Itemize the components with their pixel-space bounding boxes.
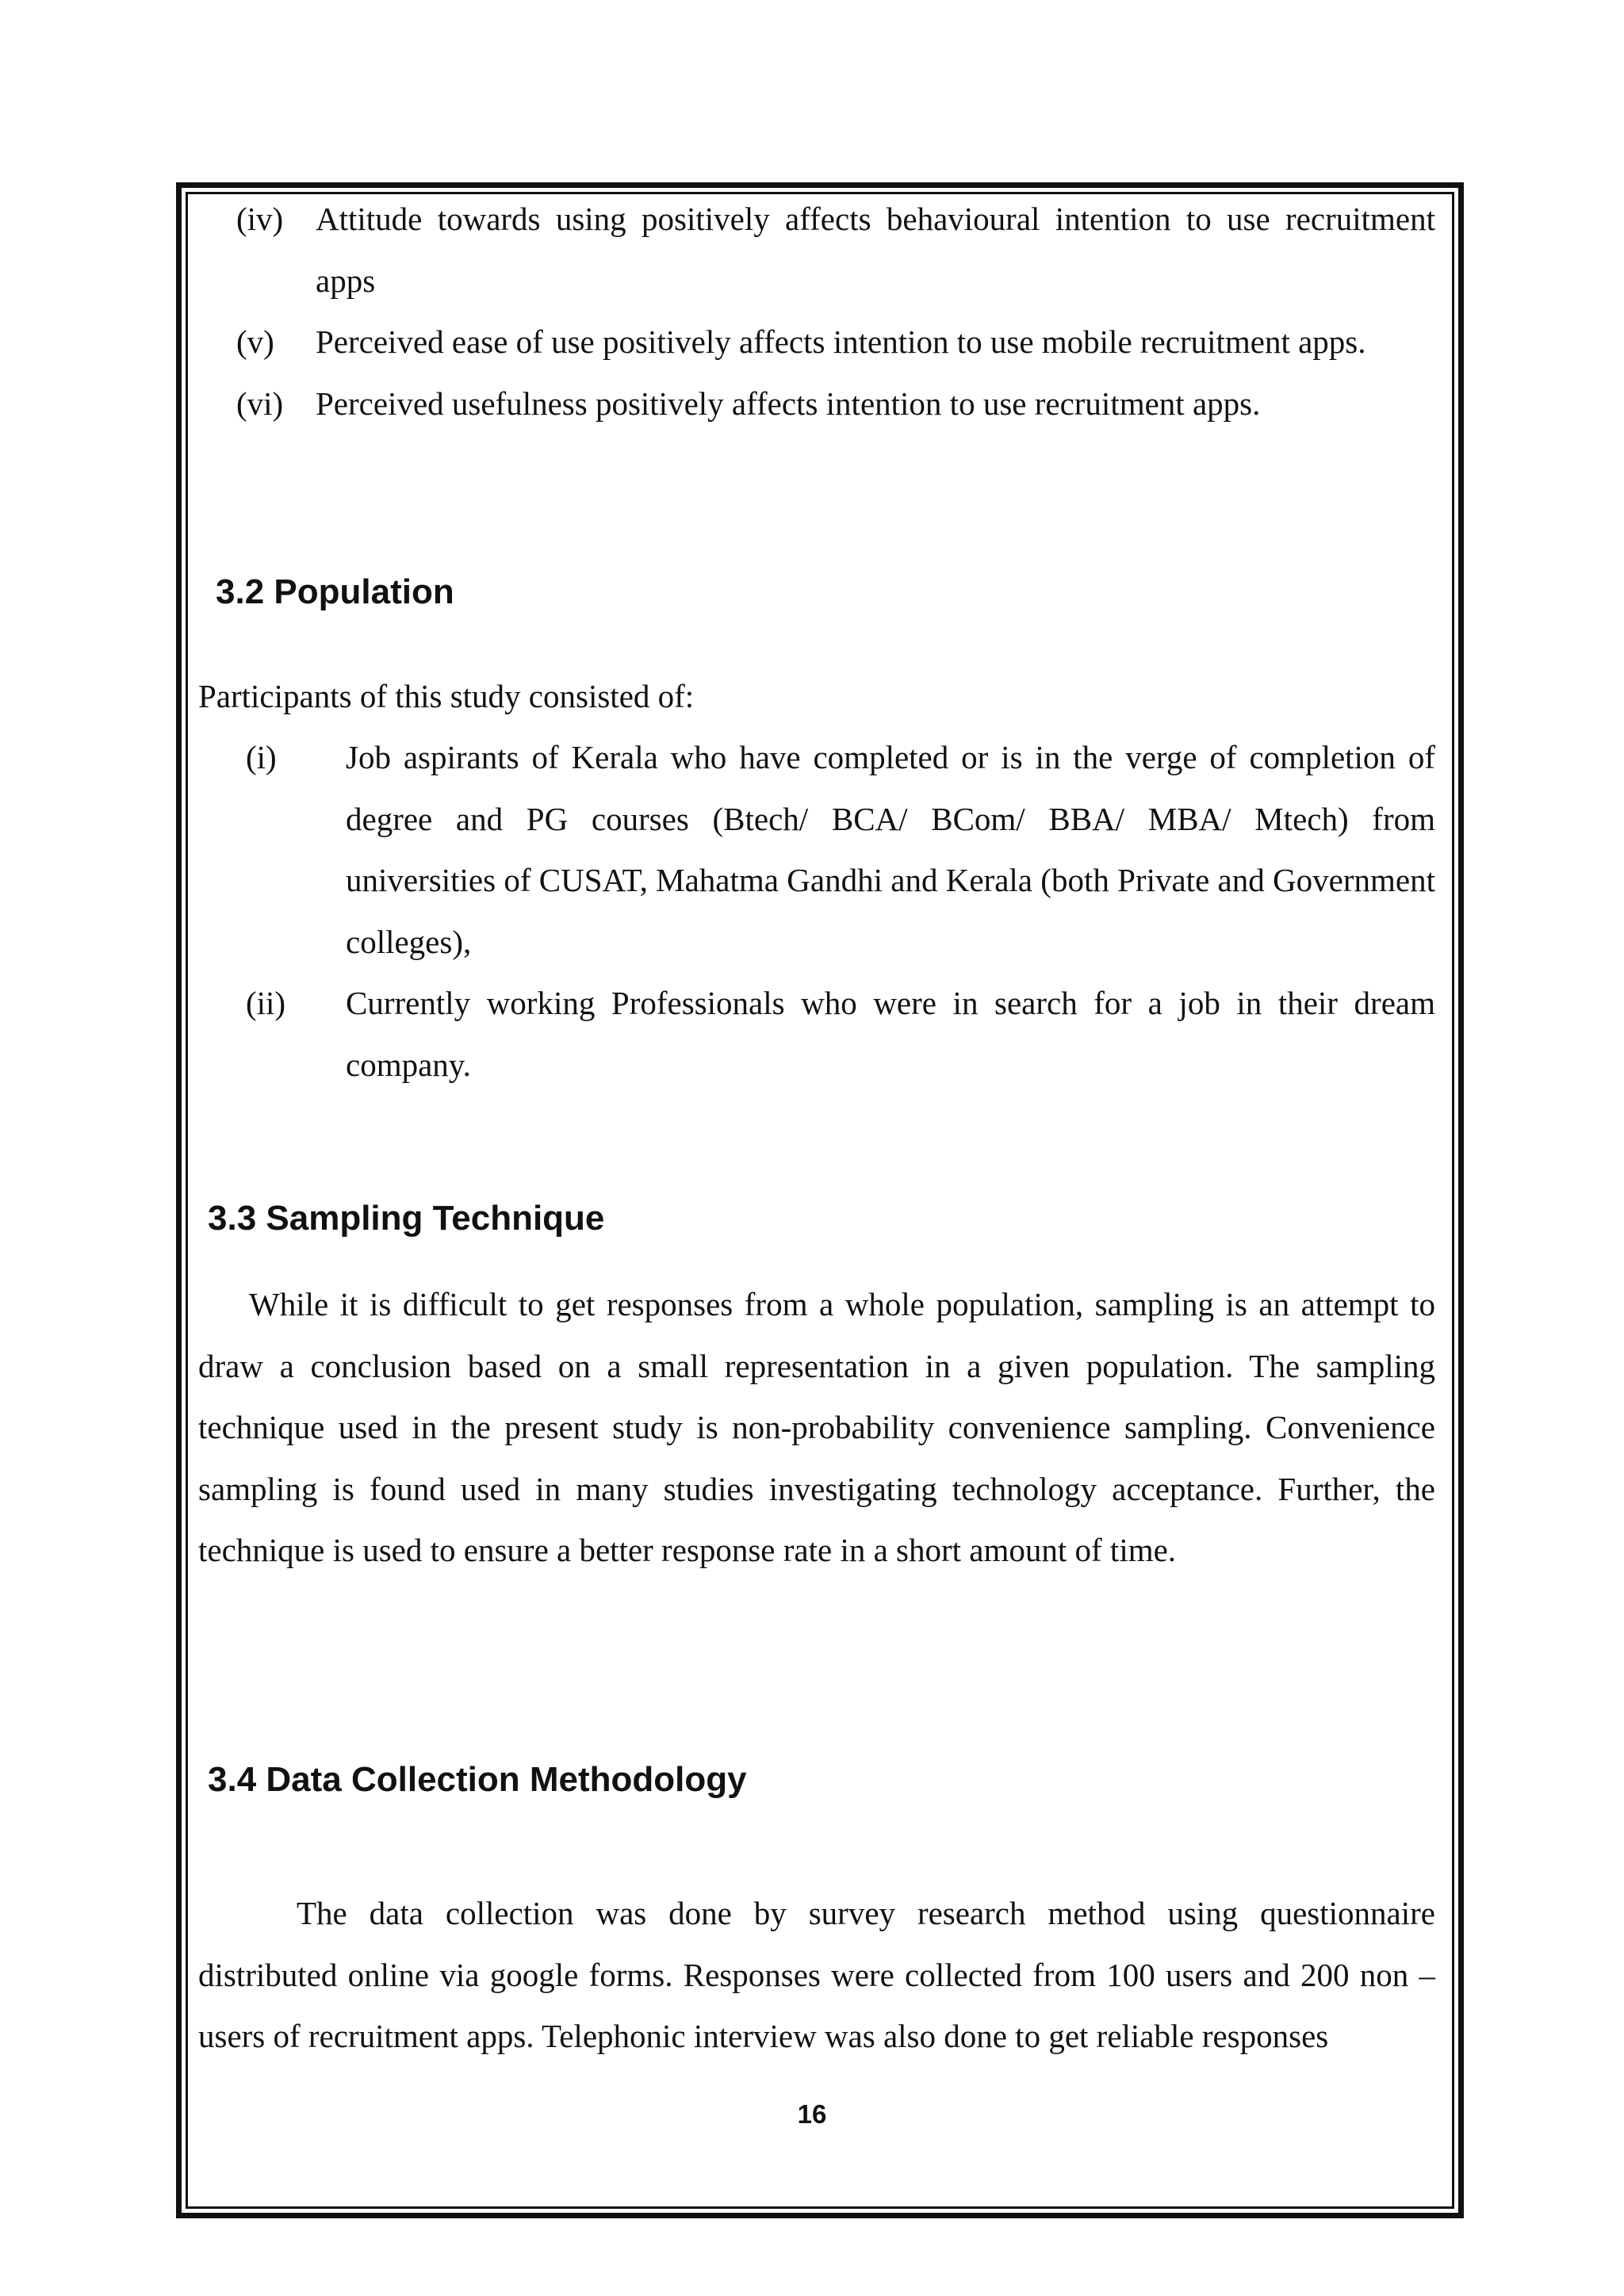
list-number: (ii) [246, 985, 286, 1021]
list-number: (vi) [236, 385, 284, 422]
population-list [246, 727, 1435, 1096]
list-text: Perceived ease of use positively affects intention to use mobile recruitment apps. [316, 323, 1366, 360]
page-number: 16 [797, 2099, 827, 2129]
data-collection-body: The data collection was done by survey research method using questionnaire distributed online via google forms. Responses were collected from 100 users and 200 non – users of recruitment apps. Telephonic interview was also done to get reliable responses [198, 1895, 1435, 2054]
list-number: (v) [236, 323, 274, 360]
sampling-body: While it is difficult to get responses from a whole population, sampling is an attempt to draw a conclusion based on a small representation in a given population. The sampling technique used in the present study is non-probability convenience sampling. Convenience sampling is found used in many studies investigating technology acceptance. Further, the technique is used to ensure a better response rate in a short amount of time. [198, 1286, 1435, 1568]
list-number: (iv) [236, 201, 284, 237]
population-item-i [246, 727, 1435, 973]
population-item-ii [246, 973, 1435, 1096]
section-heading-population: 3.2 Population [216, 572, 454, 611]
population-intro: Participants of this study consisted of: [198, 678, 695, 714]
hypothesis-item-v [236, 312, 1435, 373]
list-text: Attitude towards using positively affects behavioural intention to use recruitment apps [316, 201, 1435, 299]
section-heading-data-collection: 3.4 Data Collection Methodology [208, 1760, 747, 1799]
list-text: Currently working Professionals who were in search for a job in their dream company. [346, 985, 1435, 1083]
list-number: (i) [246, 739, 277, 775]
hypotheses-list [236, 189, 1435, 434]
list-text: Perceived usefulness positively affects intention to use recruitment apps. [316, 385, 1261, 422]
hypothesis-item-iv [236, 189, 1435, 312]
hypothesis-item-vi [236, 373, 1435, 435]
section-heading-sampling: 3.3 Sampling Technique [208, 1199, 605, 1238]
list-text: Job aspirants of Kerala who have completed or is in the verge of completion of degree and PG courses (Btech/ BCA/ BCom/ BBA/ MBA/ Mtech) from universities of CUSAT, Mahatma Gandhi and Kerala (both Private and Government colleges), [346, 739, 1435, 960]
